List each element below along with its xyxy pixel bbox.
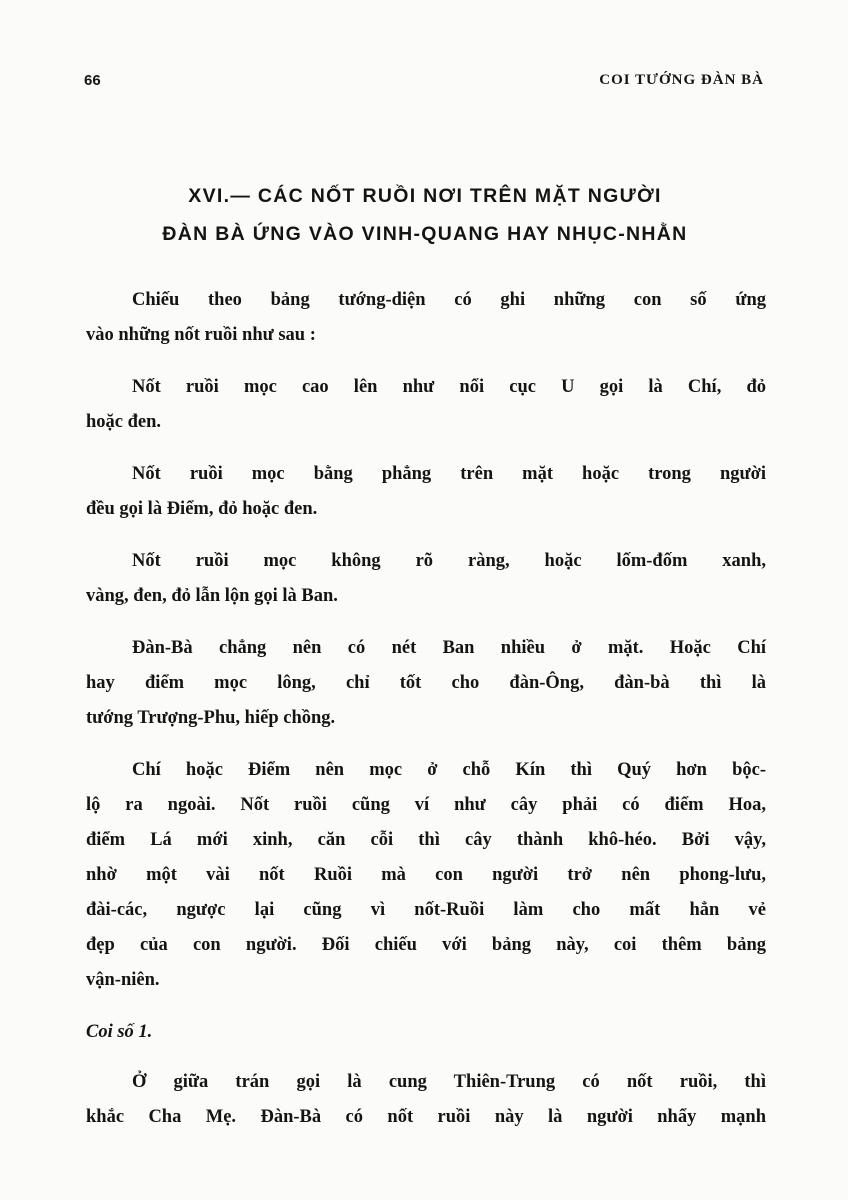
paragraph <box>86 631 766 736</box>
paragraph <box>86 544 766 614</box>
section-label: Coi số 1. <box>86 1022 153 1042</box>
text-line: Chiếu theo bảng tướng-diện có ghi những con số ứng <box>132 290 766 310</box>
text-line: nhờ một vài nốt Ruồi mà con người trở nên phong-lưu, <box>86 865 766 885</box>
chapter-heading-line-2: ĐÀN BÀ ỨNG VÀO VINH-QUANG HAY NHỤC-NHẰN <box>162 223 688 245</box>
text-line: lộ ra ngoài. Nốt ruồi cũng ví như cây phải có điểm Hoa, <box>86 795 766 815</box>
text-line: hay điểm mọc lông, chỉ tốt cho đàn-Ông, đàn-bà thì là <box>86 673 766 693</box>
paragraph <box>86 283 766 353</box>
paragraph <box>86 370 766 440</box>
text-line: Đàn-Bà chẳng nên có nét Ban nhiều ở mặt. Hoặc Chí <box>132 638 766 658</box>
text-line: vàng, đen, đỏ lẫn lộn gọi là Ban. <box>86 586 338 606</box>
page-number: 66 <box>84 72 101 89</box>
text-line: đẹp của con người. Đối chiếu với bảng này, coi thêm bảng <box>86 935 766 955</box>
text-line: Nốt ruồi mọc không rõ ràng, hoặc lốm-đốm xanh, <box>132 551 766 571</box>
text-line: hoặc đen. <box>86 412 162 432</box>
text-line: khắc Cha Mẹ. Đàn-Bà có nốt ruồi này là người nhẩy mạnh <box>86 1107 766 1127</box>
running-header <box>84 72 764 96</box>
text-line: tướng Trượng-Phu, hiếp chồng. <box>86 708 336 728</box>
text-line: vào những nốt ruồi như sau : <box>86 325 316 345</box>
text-line: Nốt ruồi mọc bằng phẳng trên mặt hoặc trong người <box>132 464 766 484</box>
text-line: vận-niên. <box>86 970 160 990</box>
chapter-heading-line-1: XVI.— CÁC NỐT RUỒI NƠI TRÊN MẶT NGƯỜI <box>188 185 662 207</box>
paragraph <box>86 753 766 998</box>
text-line: đài-các, ngược lại cũng vì nốt-Ruồi làm cho mất hẳn vẻ <box>86 900 766 920</box>
text-line: Chí hoặc Điểm nên mọc ở chỗ Kín thì Quý hơn bộc- <box>132 760 766 780</box>
paragraph <box>86 1065 766 1135</box>
chapter-heading <box>80 177 770 253</box>
text-line: Nốt ruồi mọc cao lên như nổi cục U gọi là Chí, đỏ <box>132 377 766 397</box>
body-text <box>86 283 766 1152</box>
text-line: Ở giữa trán gọi là cung Thiên-Trung có nốt ruồi, thì <box>132 1072 766 1092</box>
text-line: điểm Lá mới xinh, căn cỗi thì cây thành khô-héo. Bởi vậy, <box>86 830 766 850</box>
text-line: đều gọi là Điểm, đỏ hoặc đen. <box>86 499 318 519</box>
paragraph <box>86 457 766 527</box>
running-title: COI TƯỚNG ĐÀN BÀ <box>599 72 764 88</box>
